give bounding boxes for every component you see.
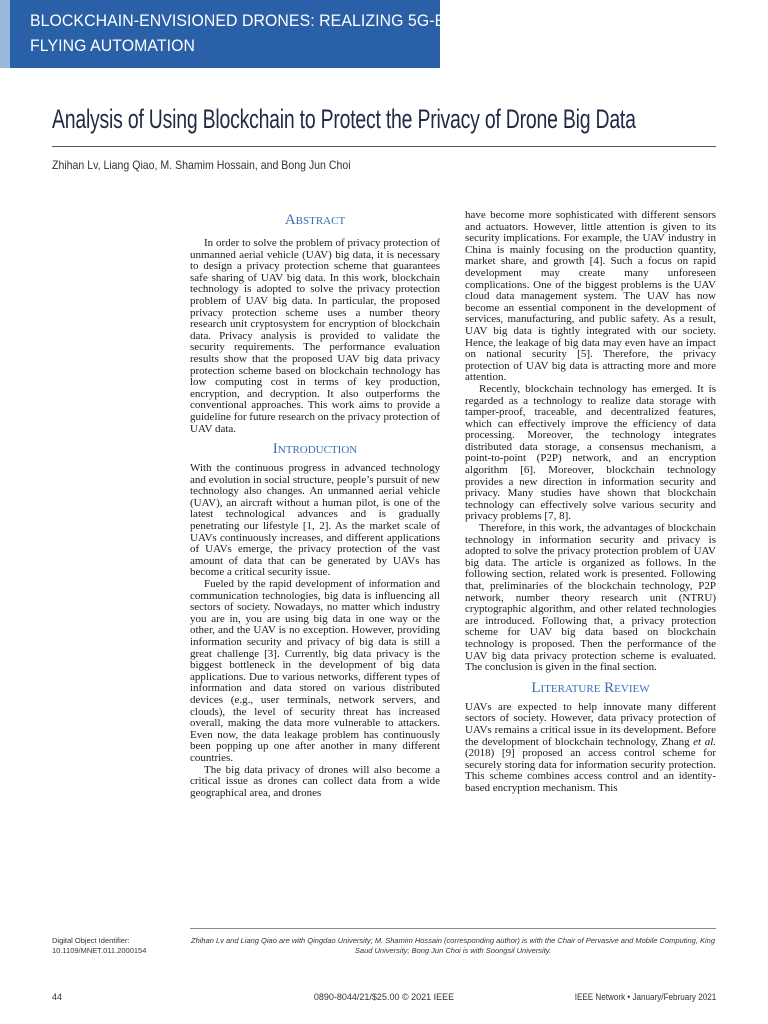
intro-paragraph-4: Recently, blockchain technology has emerged. It is regarded as a technology to realize data storage with tamper-proof, traceable, and decentralized features, which can effectively improve the efficiency of data processing. Moreover, the technology integrates distributed data storage, a consensus mechanism, a point-to-point (P2P) network, and an encryption algorithm [6]. Moreover, blockchain technology provides a new direction in information security and privacy. Many studies have shown that blockchain technology can effectively solve various security and privacy problems [7, 8]. bbox=[465, 382, 716, 523]
article-authors: Zhihan Lv, Liang Qiao, M. Shamim Hossain, and Bong Jun Choi bbox=[52, 158, 351, 172]
author-affiliations: Zhihan Lv and Liang Qiao are with Qingdao University; M. Shamim Hossain (corresponding author) is with the Chair of Pervasive and Mobile Computing, King Saud University; Bong Jun Choi is with Soongsil University. bbox=[190, 936, 715, 955]
journal-issue: IEEE Network • January/February 2021 bbox=[574, 992, 716, 1002]
doi-label: Digital Object Identifier: bbox=[52, 936, 130, 945]
footnote-rule bbox=[190, 928, 716, 929]
doi-value: 10.1109/MNET.011.2000154 bbox=[52, 946, 147, 955]
left-column bbox=[190, 212, 440, 799]
banner-line-1: BLOCKCHAIN-ENVISIONED DRONES: REALIZING 5G-ENABLED bbox=[30, 11, 510, 30]
intro-paragraph-2: Fueled by the rapid development of information and communication technologies, big data is influencing all sectors of society. Nowadays, no matter which industry you are in, you are using big data in one way or the other, and the UAV is no exception. However, providing information security and privacy of big data is still a great challenge [3]. Currently, big data privacy is the biggest bottleneck in the development of big data applications. Due to various networks, different types of information and data stored on various distributed devices (e.g., user terminals, network servers, and clouds), the level of security threat has increased overall, making the data more vulnerable to attackers. Even now, the data leakage problem has continuously been popping up one after another in many different countries. bbox=[190, 578, 440, 764]
right-column bbox=[465, 210, 716, 795]
intro-paragraph-1: With the continuous progress in advanced technology and evolution in social structure, people’s pursuit of new technology also changes. An unmanned aerial vehicle (UAV), an aircraft without a human pilot, is one of the latest technological advances and is gradually penetrating our lifestyle [1, 2]. As the market scale of UAVs continuously increases, and different applications of UAVs emerge, the privacy protection of the vast amount of data that can be generated by UAVs has become a critical security issue. bbox=[190, 462, 440, 579]
banner-line-2: FLYING AUTOMATION bbox=[30, 36, 195, 55]
intro-paragraph-3-continued: have become more sophisticated with different sensors and actuators. However, little attention is given to its security implications. For example, the UAV industry in China is mainly focusing on the production quantity, market share, and growth [4]. Such a focus on rapid development may create many unforeseen complications. One of the biggest problems is the UAV cloud data management system. The UAV has now become an essential component in the development of services, manufacturing, and public safety. As a result, UAV big data is tightly integrated with our society. Hence, the leakage of big data may even have an impact on national security [5]. Therefore, the privacy protection of UAV big data is attracting more and more attention. bbox=[465, 209, 716, 384]
doi-block bbox=[52, 936, 172, 956]
introduction-heading: Introduction bbox=[272, 441, 358, 458]
abstract-heading: Abstract bbox=[284, 212, 346, 228]
section-banner bbox=[0, 0, 510, 68]
banner-accent-strip bbox=[0, 0, 10, 68]
literature-review-heading: Literature Review bbox=[531, 679, 650, 696]
intro-paragraph-3: The big data privacy of drones will also become a critical issue as drones can collect data from a wide geographical area, and drones bbox=[190, 763, 440, 799]
copyright-line: 0890-8044/21/$25.00 © 2021 IEEE bbox=[313, 992, 455, 1002]
article-title: Analysis of Using Blockchain to Protect the Privacy of Drone Big Data bbox=[52, 104, 636, 134]
literature-paragraph-1: UAVs are expected to help innovate many different sectors of society. However, data privacy protection of UAVs remains a critical issue in its development. Before the development of blockchain technology, Zhang et al. (2018) [9] proposed an access control scheme for securely storing data for information security protection. This scheme combines access control and an identity-based encryption mechanism. This bbox=[465, 700, 716, 794]
intro-paragraph-5: Therefore, in this work, the advantages of blockchain technology in information security and privacy is adopted to solve the privacy protection problem of UAV big data. The article is organized as follows. In the following section, related work is presented. Following that, preliminaries of the blockchain technology, P2P network, number theory research unit (NTRU) cryptographic algorithm, and other related technologies are introduced. Following that, a privacy protection scheme for UAV big data based on blockchain technology is proposed. Then the performance of the UAV big data privacy protection scheme is evaluated. The conclusion is given in the final section. bbox=[465, 522, 716, 674]
title-rule bbox=[52, 146, 716, 147]
abstract-text: In order to solve the problem of privacy protection of unmanned aerial vehicle (UAV) big data, it is necessary to design a privacy protection scheme that guarantees safe sharing of UAV big data. In this work, blockchain technology is adopted to solve the privacy protection problem of UAV big data. In particular, the proposed privacy protection scheme uses a number theory research unit cryptosystem for encryption of blockchain data. Privacy analysis is provided to validate the security requirements. The performance evaluation results show that the proposed UAV big data privacy protection scheme based on blockchain technology has low computing cost in terms of key production, encryption, and decryption. It also outperforms the conventional approaches. This work aims to provide a guideline for future research on the privacy protection of UAV data. bbox=[190, 237, 440, 435]
page-number: 44 bbox=[52, 992, 63, 1002]
